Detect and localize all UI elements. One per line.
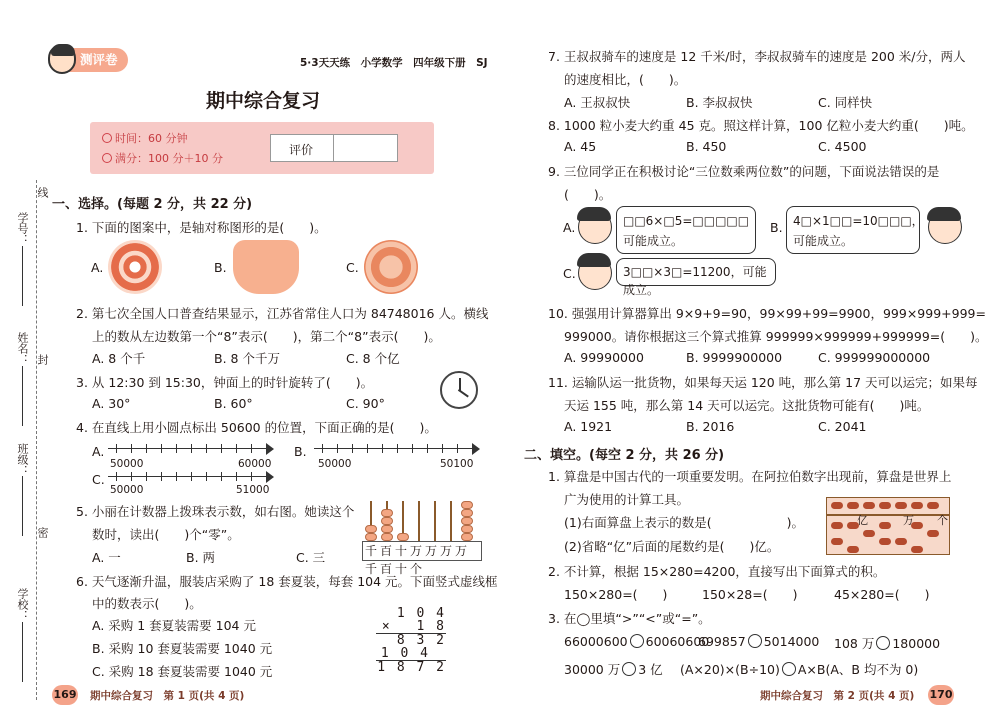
student-id-label: 学号： (16, 212, 29, 245)
q8-opt-b[interactable]: B. 450 (686, 139, 727, 154)
q10-opt-b[interactable]: B. 9999900000 (686, 350, 783, 365)
section1-title: 一、选择。(每题 2 分，共 22 分) (52, 197, 253, 212)
q4-a-end: 60000 (238, 458, 272, 470)
student-a-avatar (578, 210, 612, 244)
q4-opt-a[interactable]: A. (92, 444, 105, 459)
s2-q1-part-1: (1)右面算盘上表示的数是( )。 (564, 515, 804, 530)
q6-opt-c[interactable]: C. 采购 18 套夏装需要 1040 元 (92, 664, 273, 679)
footer-left: 期中综合复习 第 1 页(共 4 页) (90, 690, 245, 702)
s2-q3-row2-group2 (680, 660, 918, 678)
q9-b-note: 可能成立。 (793, 234, 854, 248)
s2-q3-a-right: 60060600 (645, 634, 710, 649)
q7-opt-a[interactable]: A. 王叔叔快 (564, 95, 631, 110)
q5-text-1: 5. 小丽在计数器上拨珠表示数，如右图。她读这个 (76, 504, 355, 519)
s2-q3-a-left: 66000600 (564, 634, 628, 649)
s2-q3-text: 3. 在◯里填“>”“<”或“=”。 (548, 611, 711, 626)
full-score: 满分：100 分＋10 分 (115, 152, 223, 165)
q8-opt-c[interactable]: C. 4500 (818, 139, 867, 154)
pattern-a-image (108, 240, 162, 294)
vmul-row-5: 1 8 7 2 (377, 660, 446, 675)
q7-text-2: 的速度相比，( )。 (564, 72, 687, 87)
page-number-right: 170 (928, 685, 954, 705)
q7-opt-b[interactable]: B. 李叔叔快 (686, 95, 753, 110)
q9-a-note: 可能成立。 (623, 234, 684, 248)
q8-text: 8. 1000 粒小麦大约重 45 克。照这样计算，100 亿粒小麦大约重( )吨。 (548, 118, 974, 133)
q9-a-equation: □□6×□5=□□□□□ (623, 214, 750, 228)
q1-text: 1. 下面的图案中，是轴对称图形的是( )。 (76, 220, 327, 235)
q9-opt-b[interactable]: B. (770, 220, 783, 235)
school-field[interactable] (22, 622, 23, 682)
school-label: 学校： (16, 588, 29, 621)
name-field[interactable] (22, 366, 23, 426)
series-label: 5·3天天练 小学数学 四年级下册 SJ (300, 57, 488, 69)
s2-q3-d-right: 3 亿 (638, 662, 663, 677)
cut-mark-feng: 封 (36, 354, 49, 365)
q7-text-1: 7. 王叔叔骑车的速度是 12 千米/时，李叔叔骑车的速度是 200 米/分，两人 (548, 49, 966, 64)
s2-q3-row1-group1 (564, 634, 709, 649)
suanpan-label-wan: 万 (903, 514, 914, 527)
q4-opt-c[interactable]: C. (92, 472, 105, 487)
s2-q2-item-3[interactable]: 45×280=( ) (834, 587, 930, 602)
q10-text-2: 999000。请你根据这三个算式推算 999999×999999+999999=( )。 (564, 329, 988, 344)
q11-opt-c[interactable]: C. 2041 (818, 419, 867, 434)
q11-opt-a[interactable]: A. 1921 (564, 419, 613, 434)
name-label: 姓名： (16, 332, 29, 365)
time-limit: 时间：60 分钟 (115, 132, 188, 145)
q10-opt-a[interactable]: A. 99990000 (564, 350, 644, 365)
s2-q3-row1-group3 (834, 634, 940, 652)
q5-opt-b[interactable]: B. 两 (186, 550, 216, 565)
q9-c-equation: 3□□×3□=11200，可能成立。 (623, 265, 767, 297)
q9-b-equation: 4□×1□□=10□□□， (793, 214, 924, 228)
q4-c-end: 51000 (236, 484, 270, 496)
q6-text-2: 中的数表示( )。 (92, 596, 202, 611)
class-field[interactable] (22, 476, 23, 536)
vmul-row-3: 8 3 2 (396, 633, 446, 648)
suanpan-label-yi: 亿 (857, 514, 868, 527)
s2-q3-b-left: 699857 (698, 634, 746, 649)
clock-icon (440, 371, 478, 409)
q2-opt-c[interactable]: C. 8 个亿 (346, 351, 400, 366)
evaluation-label: 评价 (289, 143, 314, 157)
comparison-circle[interactable] (876, 636, 890, 650)
cut-mark-mi: 密 (36, 527, 49, 538)
q6-opt-a[interactable]: A. 采购 1 套夏装需要 104 元 (92, 618, 256, 633)
q6-text-1: 6. 天气逐渐升温，服装店采购了 18 套夏装，每套 104 元。下面竖式虚线框 (76, 574, 498, 589)
q9-bubble-a (616, 206, 756, 254)
comparison-circle[interactable] (630, 634, 644, 648)
q2-text-2: 上的数从左边数第一个“8”表示( )，第二个“8”表示( )。 (92, 329, 441, 344)
vmul-row-4: 1 0 4 (380, 646, 430, 661)
cut-mark-xian: 线 (36, 187, 49, 198)
q4-b-start: 50000 (318, 458, 352, 470)
s2-q3-c-left: 108 万 (834, 636, 875, 651)
q4-opt-b[interactable]: B. (294, 444, 307, 459)
pattern-c-image (364, 240, 418, 294)
q1-opt-b[interactable]: B. (214, 260, 227, 275)
s2-q3-c-right: 180000 (892, 636, 941, 651)
q5-text-2: 数时，读出( )个“零”。 (92, 527, 240, 542)
q5-opt-a[interactable]: A. 一 (92, 550, 121, 565)
q10-opt-c[interactable]: C. 999999000000 (818, 350, 931, 365)
student-c-avatar (578, 256, 612, 290)
test-badge: 测评卷 (50, 48, 128, 72)
q3-opt-c[interactable]: C. 90° (346, 396, 385, 411)
q9-text-2: ( )。 (564, 187, 612, 202)
q11-text-2: 天运 155 吨，那么第 14 天可以运完。这批货物可能有( )吨。 (564, 398, 930, 413)
s2-q2-text: 2. 不计算，根据 15×280=4200，直接写出下面算式的积。 (548, 564, 886, 579)
student-b-avatar (928, 210, 962, 244)
vmul-row-2: × 1 8 (381, 619, 446, 634)
q5-opt-c[interactable]: C. 三 (296, 550, 326, 565)
q2-opt-a[interactable]: A. 8 个千 (92, 351, 146, 366)
s2-q3-d-left: 30000 万 (564, 662, 621, 677)
s2-q3-row2-group1 (564, 660, 663, 678)
time-icon (102, 133, 112, 143)
s2-q1-text-1: 1. 算盘是中国古代的一项重要发明。在阿拉伯数字出现前，算盘是世界上 (548, 469, 952, 484)
page-number-left: 169 (52, 685, 78, 705)
q9-opt-a[interactable]: A. (563, 220, 576, 235)
number-line-a (108, 440, 270, 458)
q11-opt-b[interactable]: B. 2016 (686, 419, 735, 434)
abacus-place-labels: 千百十万万万万千百十个 (362, 541, 482, 561)
q1-opt-c[interactable]: C. (346, 260, 359, 275)
q3-opt-b[interactable]: B. 60° (214, 396, 253, 411)
s2-q2-item-1[interactable]: 150×280=( ) (564, 587, 668, 602)
q9-bubble-c (616, 258, 776, 297)
s2-q2-item-2[interactable]: 150×28=( ) (702, 587, 798, 602)
q9-opt-c[interactable]: C. (563, 266, 576, 281)
suanpan-label-ge: 个 (937, 514, 948, 527)
q4-text: 4. 在直线上用小圆点标出 50600 的位置，下面正确的是( )。 (76, 420, 437, 435)
s2-q3-e-left: (A×20)×(B÷10) (680, 662, 780, 677)
s2-q3-b-right: 5014000 (763, 634, 820, 649)
q4-a-start: 50000 (110, 458, 144, 470)
q11-text-1: 11. 运输队运一批货物，如果每天运 120 吨，那么第 17 天可以运完；如果每 (548, 375, 978, 390)
vmul-row-1: 1 0 4 (396, 606, 446, 621)
q1-opt-a[interactable]: A. (91, 260, 104, 275)
s2-q1-part-2: (2)省略“亿”后面的尾数约是( )亿。 (564, 539, 780, 554)
evaluation-box[interactable] (270, 134, 398, 162)
q9-bubble-b (786, 206, 924, 254)
q8-opt-a[interactable]: A. 45 (564, 139, 597, 154)
q6-opt-b[interactable]: B. 采购 10 套夏装需要 1040 元 (92, 641, 273, 656)
q4-c-start: 50000 (110, 484, 144, 496)
footer-right: 期中综合复习 第 2 页(共 4 页) (760, 690, 915, 702)
eval-divider (333, 135, 334, 161)
q7-opt-c[interactable]: C. 同样快 (818, 95, 873, 110)
page-title: 期中综合复习 (206, 90, 321, 112)
mascot-icon (48, 44, 76, 74)
counting-frame-image (362, 497, 482, 576)
section2-title: 二、填空。(每空 2 分，共 26 分) (524, 448, 725, 463)
q4-b-end: 50100 (440, 458, 474, 470)
s2-q3-e-right: A×B(A、B 均不为 0) (797, 662, 919, 677)
comparison-circle[interactable] (622, 662, 636, 676)
s2-q1-text-2: 广为使用的计算工具。 (564, 492, 690, 507)
q2-opt-b[interactable]: B. 8 个千万 (214, 351, 280, 366)
q2-text-1: 2. 第七次全国人口普查结果显示，江苏省常住人口为 84748016 人。横线 (76, 306, 489, 321)
comparison-circle[interactable] (748, 634, 762, 648)
class-label: 班级： (16, 443, 29, 476)
cut-line (36, 180, 37, 700)
suanpan-image (826, 497, 950, 555)
q9-text-1: 9. 三位同学正在积极讨论“三位数乘两位数”的问题，下面说法错误的是 (548, 164, 940, 179)
score-icon (102, 153, 112, 163)
number-line-b (314, 440, 476, 458)
q3-opt-a[interactable]: A. 30° (92, 396, 131, 411)
student-id-field[interactable] (22, 246, 23, 306)
vertical-multiplication (376, 607, 446, 674)
pattern-b-image (233, 240, 299, 294)
comparison-circle[interactable] (782, 662, 796, 676)
s2-q3-row1-group2 (698, 634, 819, 649)
q10-text-1: 10. 强强用计算器算出 9×9+9=90，99×99+99=9900，999×999+999= (548, 306, 986, 321)
q3-text: 3. 从 12:30 到 15:30，钟面上的时针旋转了( )。 (76, 375, 374, 390)
